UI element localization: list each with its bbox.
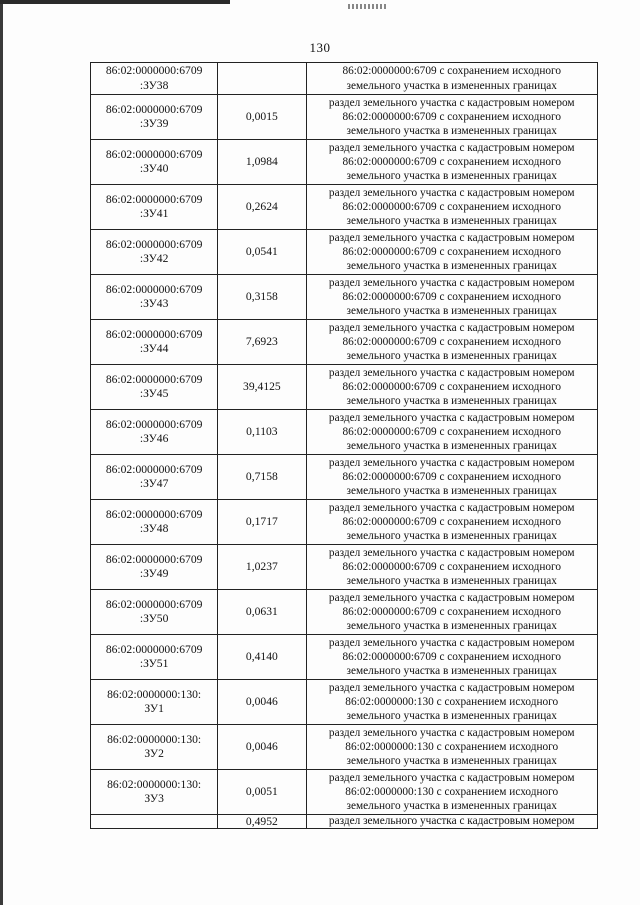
cadastral-number-line: 86:02:0000000:6709: [105, 597, 203, 611]
description-line: раздел земельного участка с кадастровым номером: [328, 366, 575, 379]
table-row: [91, 770, 598, 815]
area-cell: 0,1717: [218, 500, 306, 545]
description-line: 86:02:0000000:6709 с сохранением исходного: [342, 290, 562, 303]
table-row: [91, 815, 598, 829]
description-cell: [306, 680, 598, 725]
description-line: раздел земельного участка с кадастровым номером: [328, 636, 575, 649]
cadastral-number-line: 86:02:0000000:130:: [107, 687, 202, 701]
description-cell: [306, 635, 598, 680]
cadastral-number-line: ЗУ1: [144, 702, 164, 715]
table-row: [91, 230, 598, 275]
description-line: земельного участка в измененных границах: [346, 125, 557, 138]
scan-artifact: [348, 4, 388, 9]
description-line: 86:02:0000000:6709 с сохранением исходного: [342, 245, 562, 258]
cadastral-number-line: 86:02:0000000:6709: [105, 642, 203, 656]
cadastral-number-line: 86:02:0000000:6709: [105, 192, 203, 206]
description-line: 86:02:0000000:6709 с сохранением исходного: [342, 335, 562, 348]
cadastral-number-cell: [91, 95, 218, 140]
description-line: раздел земельного участка с кадастровым номером: [328, 591, 575, 604]
cadastral-number-line: :ЗУ38: [139, 78, 169, 92]
cadastral-number-line: 86:02:0000000:6709: [105, 462, 203, 476]
description-line: 86:02:0000000:6709 с сохранением исходного: [342, 110, 562, 123]
description-line: земельного участка в измененных границах: [346, 305, 557, 318]
description-line: 86:02:0000000:6709 с сохранением исходного: [342, 155, 562, 168]
cadastral-number-cell: [91, 725, 218, 770]
description-line: земельного участка в измененных границах: [346, 575, 557, 588]
area-cell: 0,3158: [218, 275, 306, 320]
cadastral-number-line: :ЗУ46: [139, 432, 169, 445]
land-plots-table: [90, 62, 598, 829]
area-cell: 0,0046: [218, 680, 306, 725]
table-row: [91, 410, 598, 455]
cadastral-number-cell: [91, 545, 218, 590]
area-cell: 7,6923: [218, 320, 306, 365]
area-cell: 0,2624: [218, 185, 306, 230]
cadastral-number-line: :ЗУ43: [139, 297, 169, 310]
description-cell: [306, 63, 598, 95]
area-cell: 0,7158: [218, 455, 306, 500]
description-cell: [306, 725, 598, 770]
description-cell: [306, 230, 598, 275]
cadastral-number-line: :ЗУ39: [139, 117, 169, 130]
cadastral-number-line: 86:02:0000000:130:: [107, 732, 202, 746]
description-line: раздел земельного участка с кадастровым номером: [328, 186, 575, 199]
description-line: земельного участка в измененных границах: [346, 530, 557, 543]
description-cell: [306, 320, 598, 365]
area-cell: 0,0015: [218, 95, 306, 140]
table-row: [91, 455, 598, 500]
cadastral-number-cell: [91, 140, 218, 185]
cadastral-number-line: 86:02:0000000:6709: [105, 552, 203, 566]
description-cell: [306, 95, 598, 140]
description-line: земельного участка в измененных границах: [346, 755, 557, 768]
description-cell: [306, 185, 598, 230]
area-cell: 0,4140: [218, 635, 306, 680]
description-line: раздел земельного участка с кадастровым номером: [328, 96, 575, 109]
description-cell: [306, 545, 598, 590]
cadastral-number-cell: [91, 500, 218, 545]
area-cell: 0,0046: [218, 725, 306, 770]
description-line: 86:02:0000000:6709 с сохранением исходного: [342, 605, 562, 618]
cadastral-number-line: 86:02:0000000:6709: [105, 417, 203, 431]
description-line: земельного участка в измененных границах: [346, 79, 557, 92]
description-line: раздел земельного участка с кадастровым номером: [328, 321, 575, 334]
description-cell: [306, 770, 598, 815]
description-line: раздел земельного участка с кадастровым номером: [328, 276, 575, 289]
description-line: 86:02:0000000:6709 с сохранением исходного: [342, 425, 562, 438]
table-row: [91, 63, 598, 95]
description-line: 86:02:0000000:6709 с сохранением исходного: [342, 560, 562, 573]
area-cell: 0,1103: [218, 410, 306, 455]
description-line: 86:02:0000000:6709 с сохранением исходного: [342, 200, 562, 213]
description-line: 86:02:0000000:130 с сохранением исходного: [345, 785, 559, 798]
description-line: раздел земельного участка с кадастровым номером: [328, 411, 575, 424]
cadastral-number-line: :ЗУ50: [139, 612, 169, 625]
table-row: [91, 680, 598, 725]
cadastral-number-line: :ЗУ42: [139, 252, 169, 265]
area-cell: 1,0984: [218, 140, 306, 185]
description-cell: [306, 275, 598, 320]
description-line: 86:02:0000000:6709 с сохранением исходного: [342, 515, 562, 528]
table-row: [91, 635, 598, 680]
area-cell: [218, 63, 306, 95]
description-line: раздел земельного участка с кадастровым номером: [328, 546, 575, 559]
cadastral-number-line: :ЗУ48: [139, 522, 169, 535]
cadastral-number-cell: [91, 635, 218, 680]
cadastral-number-line: 86:02:0000000:6709: [105, 372, 203, 386]
description-line: земельного участка в измененных границах: [346, 665, 557, 678]
description-line: земельного участка в измененных границах: [346, 260, 557, 273]
cadastral-number-line: ЗУ3: [144, 792, 164, 805]
page-number: 130: [309, 40, 331, 55]
description-line: 86:02:0000000:6709 с сохранением исходного: [342, 470, 562, 483]
description-line: 86:02:0000000:130 с сохранением исходного: [345, 740, 559, 753]
description-line: 86:02:0000000:6709 с сохранением исходного: [342, 380, 562, 393]
cadastral-number-line: 86:02:0000000:6709: [105, 507, 203, 521]
cadastral-number-line: 86:02:0000000:6709: [105, 102, 203, 116]
area-cell: 0,4952: [218, 815, 306, 829]
description-cell: [306, 455, 598, 500]
description-line: земельного участка в измененных границах: [346, 800, 557, 813]
cadastral-number-line: :ЗУ45: [139, 387, 169, 400]
description-line: раздел земельного участка с кадастровым номером: [328, 141, 575, 154]
description-line: раздел земельного участка с кадастровым номером: [328, 231, 575, 244]
table-row: [91, 590, 598, 635]
cadastral-number-cell: [91, 455, 218, 500]
description-line: раздел земельного участка с кадастровым номером: [328, 681, 575, 694]
description-cell: [306, 590, 598, 635]
cadastral-number-cell: [91, 410, 218, 455]
description-cell: [306, 500, 598, 545]
description-cell: [306, 815, 598, 829]
cadastral-number-cell: [91, 680, 218, 725]
cadastral-number-cell: [91, 590, 218, 635]
cadastral-number-line: :ЗУ51: [139, 657, 169, 670]
description-line: земельного участка в измененных границах: [346, 620, 557, 633]
description-cell: [306, 410, 598, 455]
cadastral-number-line: ЗУ2: [144, 747, 164, 760]
description-line: раздел земельного участка с кадастровым номером: [328, 501, 575, 514]
table-row: [91, 185, 598, 230]
description-cell: [306, 140, 598, 185]
cadastral-number-cell: [91, 770, 218, 815]
scan-border: [0, 0, 3, 905]
area-cell: 0,0051: [218, 770, 306, 815]
area-cell: 0,0631: [218, 590, 306, 635]
table-row: [91, 275, 598, 320]
table-row: [91, 320, 598, 365]
description-line: земельного участка в измененных границах: [346, 215, 557, 228]
cadastral-number-line: 86:02:0000000:6709: [105, 237, 203, 251]
table-row: [91, 365, 598, 410]
cadastral-number-cell: [91, 230, 218, 275]
cadastral-number-line: 86:02:0000000:130:: [107, 777, 202, 791]
cadastral-number-cell: [91, 275, 218, 320]
description-line: земельного участка в измененных границах: [346, 170, 557, 183]
cadastral-number-line: 86:02:0000000:6709: [105, 147, 203, 161]
description-line: земельного участка в измененных границах: [346, 485, 557, 498]
description-line: раздел земельного участка с кадастровым номером: [328, 815, 575, 827]
area-cell: 0,0541: [218, 230, 306, 275]
cadastral-number-cell: [91, 815, 218, 829]
description-line: раздел земельного участка с кадастровым номером: [328, 456, 575, 469]
description-line: 86:02:0000000:130 с сохранением исходного: [345, 695, 559, 708]
description-line: земельного участка в измененных границах: [346, 710, 557, 723]
cadastral-number-line: :ЗУ40: [139, 162, 169, 175]
cadastral-number-line: :ЗУ49: [139, 567, 169, 580]
table-row: [91, 545, 598, 590]
area-cell: 1,0237: [218, 545, 306, 590]
description-line: 86:02:0000000:6709 с сохранением исходного: [342, 65, 562, 78]
cadastral-number-cell: [91, 320, 218, 365]
cadastral-number-line: 86:02:0000000:6709: [105, 282, 203, 296]
cadastral-number-line: :ЗУ47: [139, 477, 169, 490]
cadastral-number-line: :ЗУ44: [139, 342, 169, 355]
area-cell: 39,4125: [218, 365, 306, 410]
description-cell: [306, 365, 598, 410]
table-row: [91, 500, 598, 545]
cadastral-number-line: 86:02:0000000:6709: [105, 64, 203, 77]
cadastral-number-cell: [91, 63, 218, 95]
description-line: земельного участка в измененных границах: [346, 440, 557, 453]
cadastral-number-line: 86:02:0000000:6709: [105, 327, 203, 341]
description-line: раздел земельного участка с кадастровым номером: [328, 771, 575, 784]
cadastral-number-line: :ЗУ41: [139, 207, 169, 220]
description-line: земельного участка в измененных границах: [346, 395, 557, 408]
table-row: [91, 140, 598, 185]
description-line: 86:02:0000000:6709 с сохранением исходного: [342, 650, 562, 663]
scan-border-top: [0, 0, 230, 4]
description-line: земельного участка в измененных границах: [346, 350, 557, 363]
description-line: раздел земельного участка с кадастровым номером: [328, 726, 575, 739]
table-row: [91, 95, 598, 140]
table-row: [91, 725, 598, 770]
cadastral-number-cell: [91, 365, 218, 410]
cadastral-number-cell: [91, 185, 218, 230]
